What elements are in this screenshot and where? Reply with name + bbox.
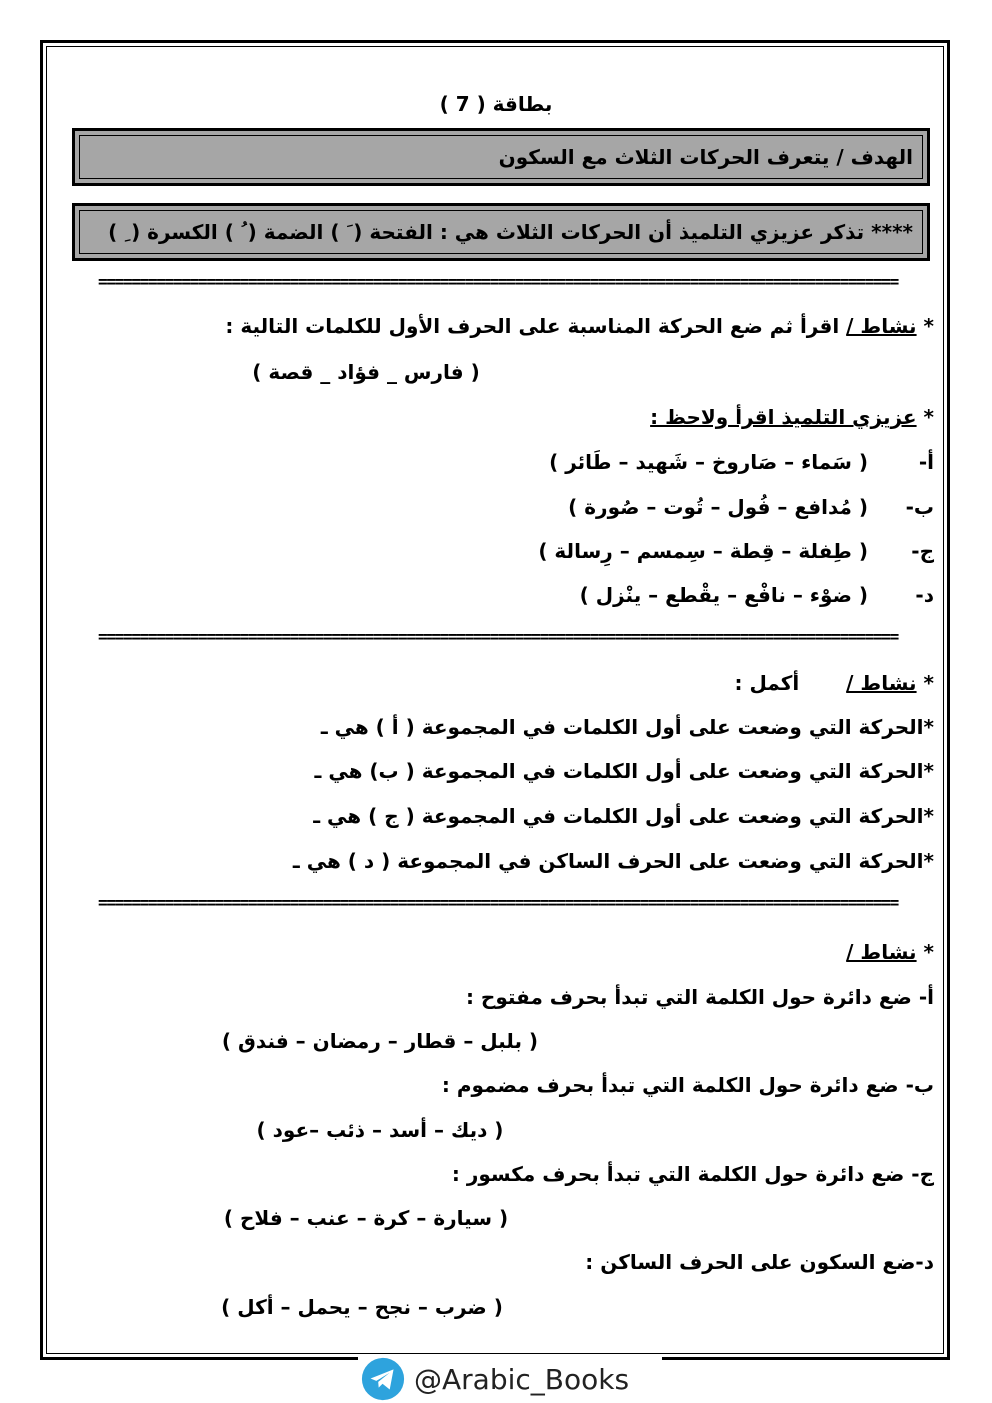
activity3-task-words: ( ضرب – نجح – يحمل – أكل ): [221, 1295, 503, 1319]
activity1-prefix: *: [916, 314, 934, 338]
activity3-prefix: *: [916, 940, 934, 964]
activity2-item: *الحركة التي وضعت على الحرف الساكن في المجموعة ( د ) هي ـ: [292, 849, 934, 873]
activity3-task-words: ( ديك – أسد – ذئب –عود ): [256, 1118, 504, 1142]
group-letter: ج-: [911, 539, 934, 563]
goal-text: الهدف / يتعرف الحركات الثلاث مع السكون: [498, 145, 913, 169]
telegram-icon: [360, 1356, 406, 1402]
activity3-label: نشاط /: [846, 940, 917, 964]
activity1-label: نشاط /: [846, 314, 917, 338]
activity1-words: ( فارس _ فؤاد _ قصة ): [252, 360, 480, 384]
activity3-task-instruction: ج- ضع دائرة حول الكلمة التي تبدأ بحرف مكسور :: [451, 1162, 934, 1186]
activity2-prefix: *: [916, 671, 934, 695]
activity2-label: نشاط /: [846, 671, 917, 695]
group-words: ( طِفلة – قِطة – سِمسم – رِسالة ): [538, 539, 868, 563]
group-letter: أ-: [918, 450, 934, 474]
activity2-instruction: أكمل :: [734, 671, 807, 695]
activity2-heading: [734, 671, 934, 695]
goal-box: [72, 128, 930, 186]
activity3-task-words: ( بلبل – قطار – رمضان – فندق ): [221, 1029, 539, 1053]
group-row: [549, 450, 934, 474]
observe-heading: [650, 405, 934, 429]
group-words: ( ضوْء – نافْع – يقْطع – ينْزل ): [579, 583, 868, 607]
group-letter: د-: [915, 583, 934, 607]
group-letter: ب-: [905, 495, 934, 519]
observe-label: عزيزي التلميذ اقرأ ولاحظ :: [650, 405, 917, 429]
activity2-item: *الحركة التي وضعت على أول الكلمات في المجموعة ( ج ) هي ـ: [313, 804, 934, 828]
separator-3: ================================================================================================: [98, 893, 898, 912]
activity2-item: *الحركة التي وضعت على أول الكلمات في المجموعة ( أ ) هي ـ: [320, 715, 934, 739]
activity3-task-words: ( سيارة – كرة – عنب – فلاح ): [223, 1206, 509, 1230]
separator-1: ================================================================================================: [98, 272, 898, 291]
watermark-footer: [358, 1355, 662, 1403]
reminder-box: [72, 203, 930, 261]
group-row: [568, 495, 934, 519]
activity1-instruction: اقرأ ثم ضع الحركة المناسبة على الحرف الأول للكلمات التالية :: [225, 314, 847, 338]
activity3-task-instruction: أ- ضع دائرة حول الكلمة التي تبدأ بحرف مفتوح :: [465, 985, 934, 1009]
group-row: [580, 583, 934, 607]
activity1-heading: [225, 314, 934, 338]
activity3-task-instruction: د-ضع السكون على الحرف الساكن :: [585, 1250, 934, 1274]
reminder-text: **** تذكر عزيزي التلميذ أن الحركات الثلاث هي : الفتحة ( َ ) الضمة ( ُ ) الكسرة ( ِ ): [108, 220, 913, 244]
activity3-heading: [846, 940, 934, 964]
group-words: ( سَماء – صَاروخ – شَهيد – طَائر ): [549, 450, 868, 474]
separator-2: ================================================================================================: [98, 627, 898, 646]
activity3-task-instruction: ب- ضع دائرة حول الكلمة التي تبدأ بحرف مضموم :: [441, 1073, 934, 1097]
activity2-item: *الحركة التي وضعت على أول الكلمات في المجموعة ( ب) هي ـ: [314, 759, 934, 783]
group-words: ( مُدافع – فُول – تُوت – صُورة ): [568, 495, 868, 519]
observe-prefix: *: [916, 405, 934, 429]
card-title: بطاقة ( 7 ): [439, 92, 553, 116]
channel-handle[interactable]: @Arabic_Books: [414, 1362, 630, 1396]
group-row: [538, 539, 934, 563]
